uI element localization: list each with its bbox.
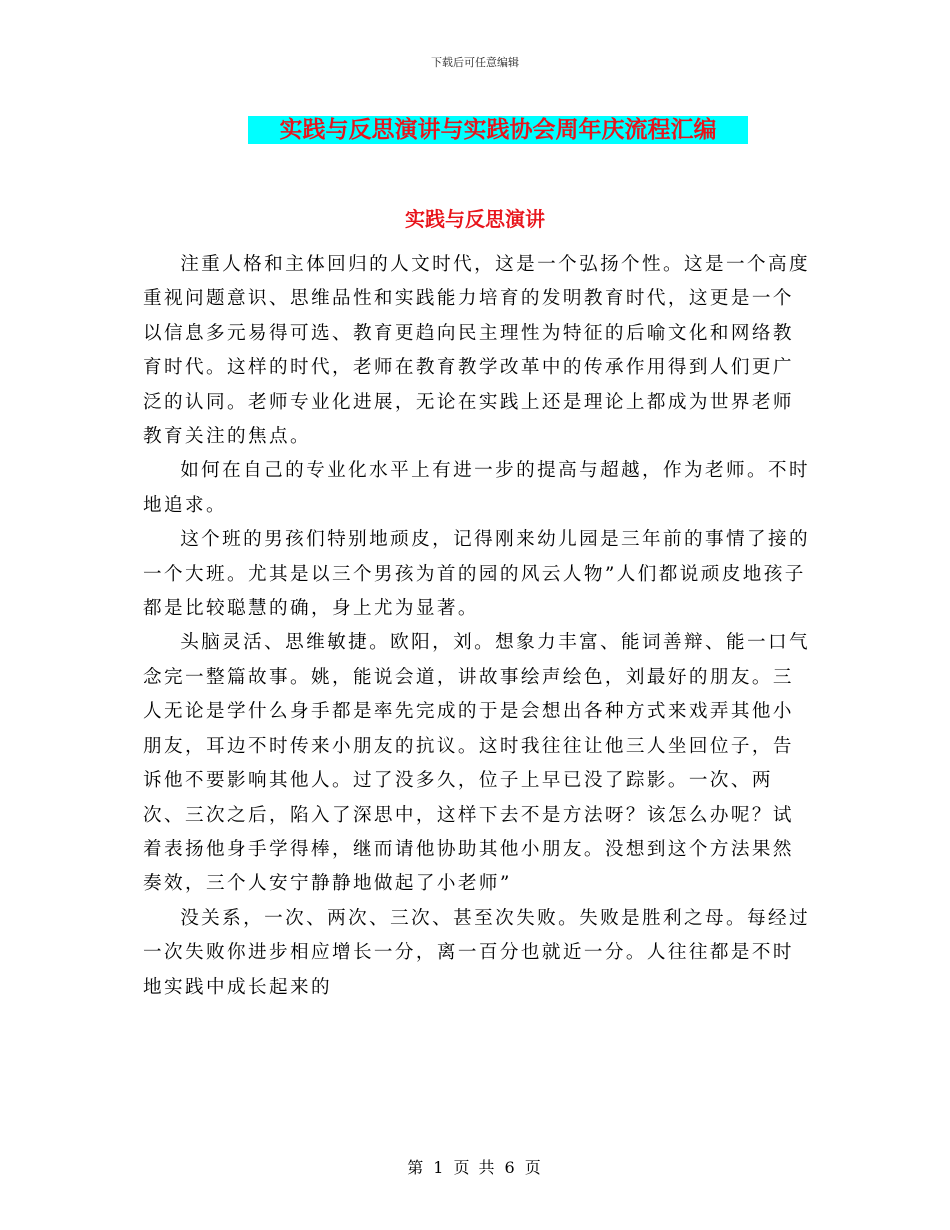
- paragraph: 头脑灵活、思维敏捷。欧阳，刘。想象力丰富、能词善辩、能一口气念完一整篇故事。姚，能说会道，讲故事绘声绘色，刘最好的朋友。三人无论是学什么身手都是率先完成的于是会想出各种方式来戏弄其他小朋友，耳边不时传来小朋友的抗议。这时我往往让他三人坐回位子，告诉他不要影响其他人。过了没多久，位子上早已没了踪影。一次、两次、三次之后，陷入了深思中，这样下去不是方法呀？该怎么办呢？试着表扬他身手学得棒，继而请他协助其他小朋友。没想到这个方法果然奏效，三个人安宁静静地做起了小老师”: [143, 632, 811, 895]
- total-pages: 6: [504, 1158, 517, 1177]
- page-footer: [0, 1155, 950, 1178]
- body-text: [143, 248, 813, 1005]
- section-title: 实践与反思演讲: [405, 207, 545, 231]
- page-label-suffix: 页: [524, 1158, 543, 1177]
- header-note: 下载后可任意编辑: [431, 56, 519, 69]
- paragraph: 注重人格和主体回归的人文时代，这是一个弘扬个性。这是一个高度重视问题意识、思维品性和实践能力培育的发明教育时代，这更是一个以信息多元易得可选、教育更趋向民主理性为特征的后喻文化和网络教育时代。这样的时代，老师在教育教学改革中的传承作用得到人们更广泛的认同。老师专业化进展，无论在实践上还是理论上都成为世界老师教育关注的焦点。: [143, 254, 811, 448]
- document-title: 实践与反思演讲与实践协会周年庆流程汇编: [248, 116, 748, 144]
- page-label-prefix: 第: [407, 1158, 426, 1177]
- paragraph: 没关系，一次、两次、三次、甚至次失败。失败是胜利之母。每经过一次失败你进步相应增长一分，离一百分也就近一分。人往往都是不时地实践中成长起来的: [143, 907, 811, 998]
- page-label-mid: 页 共: [453, 1158, 497, 1177]
- paragraph: 这个班的男孩们特别地顽皮，记得刚来幼儿园是三年前的事情了接的一个大班。尤其是以三个男孩为首的园的风云人物”人们都说顽皮地孩子都是比较聪慧的确，身上尤为显著。: [143, 529, 811, 620]
- page-number: 1: [433, 1158, 446, 1177]
- paragraph: 如何在自己的专业化水平上有进一步的提高与超越，作为老师。不时地追求。: [143, 460, 811, 516]
